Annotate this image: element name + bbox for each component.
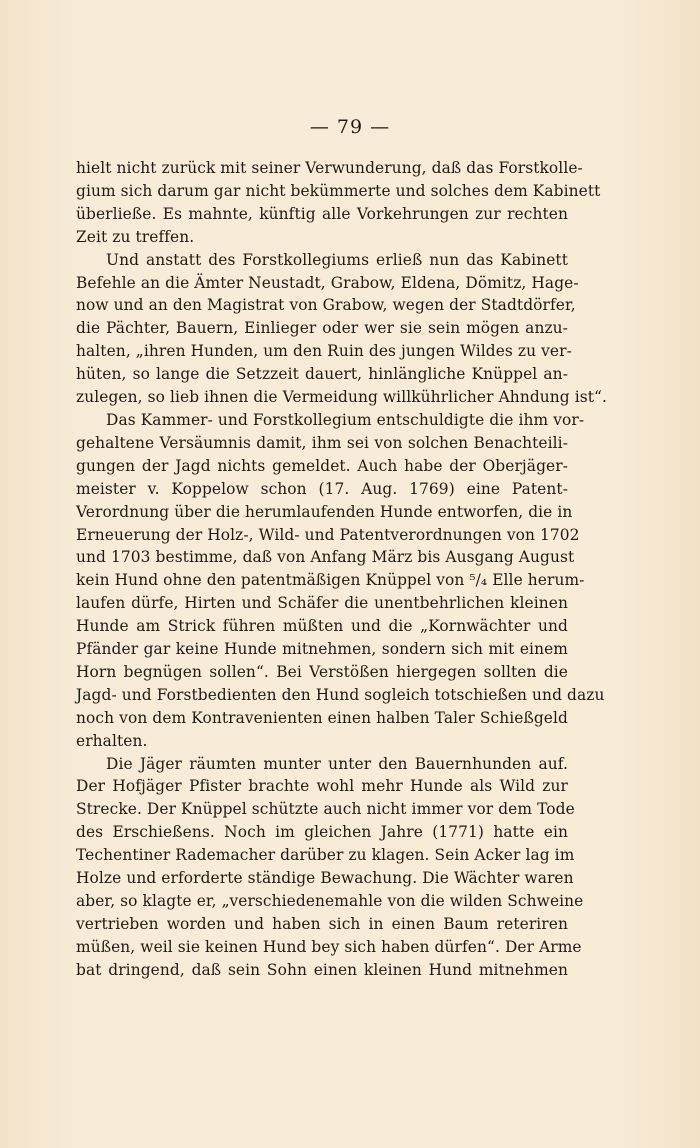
text-line: Holze und erforderte ständige Bewachung. Die Wächter waren [76,869,574,888]
text-line: gehaltene Versäumnis damit, ihm sei von solchen Benachteili- [76,433,568,452]
text-line: Pfänder gar keine Hunde mitnehmen, sondern sich mit einem [76,640,568,659]
text-line: gium sich darum gar nicht bekümmerte und solches dem Kabinett [76,181,601,200]
text-line: des Erschießens. Noch im gleichen Jahre (1771) hatte ein [76,823,568,842]
text-line: Techentiner Rademacher darüber zu klagen. Sein Acker lag im [76,846,575,865]
page-number: — 79 — [309,116,391,138]
text-line: und 1703 bestimme, daß von Anfang März bis Ausgang August [76,548,575,567]
text-line: die Pächter, Bauern, Einlieger oder wer sie sein mögen anzu- [76,319,568,338]
text-line: halten, „ihren Hunden, um den Ruin des jungen Wildes zu ver- [76,342,572,361]
text-line: kein Hund ohne den patentmäßigen Knüppel von ⁵/₄ Elle herum- [76,571,585,590]
text-line: erhalten. [76,731,148,750]
text-line: überließe. Es mahnte, künftig alle Vorkehrungen zur rechten [76,204,568,223]
text-line: hüten, so lange die Setzzeit dauert, hinlängliche Knüppel an- [76,365,568,384]
text-line: laufen dürfe, Hirten und Schäfer die unentbehrlichen kleinen [76,594,568,613]
body-text [76,157,608,982]
text-line: Der Hofjäger Pfister brachte wohl mehr Hunde als Wild zur [76,777,568,796]
text-line: Zeit zu treffen. [76,227,195,246]
text-line: Jagd- und Forstbedienten den Hund sogleich totschießen und dazu [76,685,605,704]
text-line: Hunde am Strick führen müßten und die „Kornwächter und [76,617,568,636]
text-line: Befehle an die Ämter Neustadt, Grabow, Eldena, Dömitz, Hage- [76,273,579,292]
text-line: müßen, weil sie keinen Hund bey sich haben dürfen“. Der Arme [76,937,582,956]
text-line: noch von dem Kontravenienten einen halben Taler Schießgeld [76,708,568,727]
text-line: vertrieben worden und haben sich in einen Baum reteriren [76,914,568,933]
text-line: Strecke. Der Knüppel schützte auch nicht immer vor dem Tode [76,800,575,819]
text-line: zulegen, so lieb ihnen die Vermeidung willkührlicher Ahndung ist“. [76,388,608,407]
text-line: Das Kammer- und Forstkollegium entschuldigte die ihm vor- [106,410,585,429]
text-line: bat dringend, daß sein Sohn einen kleinen Hund mitnehmen [76,960,568,979]
text-line: Und anstatt des Forstkollegiums erließ nun das Kabinett [106,250,568,269]
text-line: now und an den Magistrat von Grabow, wegen der Stadtdörfer, [76,296,576,315]
text-line: Die Jäger räumten munter unter den Bauernhunden auf. [106,754,568,773]
text-line: Horn begnügen sollen“. Bei Verstößen hiergegen sollten die [76,662,568,681]
text-line: Erneuerung der Holz-, Wild- und Patentverordnungen von 1702 [76,525,580,544]
text-line: hielt nicht zurück mit seiner Verwunderung, daß das Forstkolle- [76,159,583,177]
text-line: Verordnung über die herumlaufenden Hunde entworfen, die in [76,502,573,521]
text-line: gungen der Jagd nichts gemeldet. Auch habe der Oberjäger- [76,456,568,475]
text-line: meister v. Koppelow schon (17. Aug. 1769) eine Patent- [76,479,568,498]
text-line: aber, so klagte er, „verschiedenemahle von die wilden Schweine [76,892,584,910]
